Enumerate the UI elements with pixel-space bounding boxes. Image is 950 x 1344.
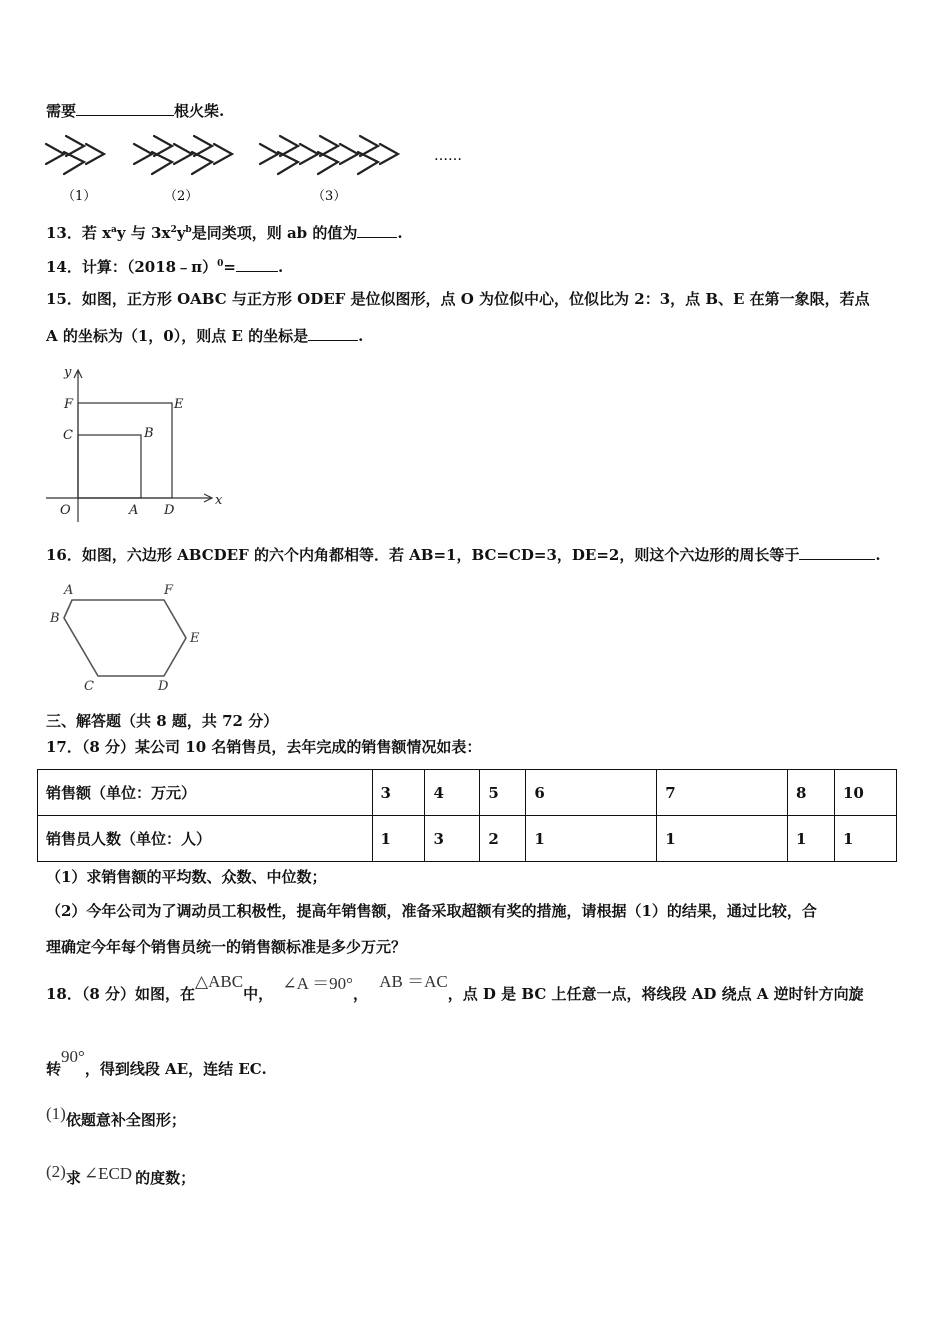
q17-part2-line2: 理确定今年每个销售员统一的销售额标准是多少万元？ [46,938,407,956]
square-odef [78,403,172,498]
math-angle-ecd: ∠ECD [83,1164,133,1183]
figure-label-2: （2） [164,189,199,204]
table-cell: 3 [425,816,480,862]
q17-part1: （1）求销售额的平均数、众数、中位数； [46,868,327,886]
answer-blank [799,545,875,560]
square-oabc [78,435,141,498]
label-d: D [164,503,175,518]
matchstick-pattern-3 [260,136,398,174]
q15-coordinate-figure [40,362,240,522]
label-c: C [84,679,94,694]
label-e: E [190,631,200,646]
q14-text: 14．计算：（2018﹣π）$^0$= . [46,258,284,276]
figure-label-1: （1） [62,189,97,204]
q18-sub1: (1)依题意补全图形； [46,1104,186,1129]
table-cell: 1 [657,816,788,862]
table-cell: 销售员人数（单位：人） [38,816,373,862]
table-cell: 销售额（单位：万元） [38,770,373,816]
matchstick-pattern-1 [46,136,104,174]
label-f: F [64,397,74,412]
table-cell: 3 [372,770,425,816]
math-triangle-abc: △ABC [195,972,244,991]
label-c: C [63,428,73,443]
q17-part2-line1: （2）今年公司为了调动员工积极性，提高年销售额，准备采取超额有奖的措施，请根据（1）的结果，通过比较，合 [46,902,817,920]
table-cell: 1 [835,816,897,862]
q13-text: 13．若 $x^ay$ 与 $3x^2y^b$是同类项，则 ab 的值为 . [46,224,403,242]
label-o: O [60,503,71,518]
label-y: y [64,365,72,380]
q17-title: 17．（8 分）某公司 10 名销售员，去年完成的销售额情况如表： [46,738,482,756]
table-row [38,816,897,862]
table-cell: 2 [480,816,526,862]
table-cell: 6 [526,770,657,816]
label-b: B [144,426,154,441]
q15-line1: 15．如图，正方形 OABC 与正方形 ODEF 是位似图形，点 O 为位似中心，位似比为 2：3，点 B、E 在第一象限，若点 [46,290,870,308]
label-e: E [174,397,184,412]
label-x: x [215,493,223,508]
math-ab-eq-ac: AB ＝AC [379,972,448,991]
table-cell: 4 [425,770,480,816]
matchstick-figure [40,132,480,207]
section-heading: 三、解答题（共 8 题，共 72 分） [46,712,279,730]
q18-line2: 转90°，得到线段 AE，连结 EC. [46,1047,267,1078]
math-90-degrees: 90° [61,1047,85,1066]
hexagon-abcdef [64,600,186,676]
q16-text: 16．如图，六边形 ABCDEF 的六个内角都相等．若 AB=1，BC=CD=3，DE=2，则这个六边形的周长等于 . [46,546,881,564]
table-cell: 1 [788,816,835,862]
sales-table [37,769,897,862]
q12-text: 需要 根火柴. [46,102,225,120]
matchstick-pattern-2 [134,136,232,174]
q16-hexagon-figure [44,578,214,698]
table-row [38,770,897,816]
label-d: D [158,679,169,694]
math-angle-a: ∠A ＝90° [282,974,353,993]
label-a: A [129,503,139,518]
table-cell: 1 [526,816,657,862]
table-cell: 1 [372,816,425,862]
label-f: F [164,583,174,598]
table-cell: 5 [480,770,526,816]
ellipsis: …… [434,148,462,164]
q18-line1: 18．（8 分）如图，在△ABC中， ∠A ＝90°， AB ＝AC，点 D 是 BC 上任意一点，将线段 AD 绕点 A 逆时针方向旋 [46,972,864,1003]
q18-sub2: (2)求 ∠ECD 的度数； [46,1162,196,1187]
answer-blank [76,101,174,116]
answer-blank [357,223,397,238]
q15-line2: A 的坐标为（1，0），则点 E 的坐标是 . [46,327,364,345]
label-a: A [64,583,74,598]
table-cell: 8 [788,770,835,816]
label-b: B [50,611,60,626]
figure-label-3: （3） [312,189,347,204]
table-cell: 10 [835,770,897,816]
answer-blank [236,257,278,272]
table-cell: 7 [657,770,788,816]
answer-blank [308,326,358,341]
